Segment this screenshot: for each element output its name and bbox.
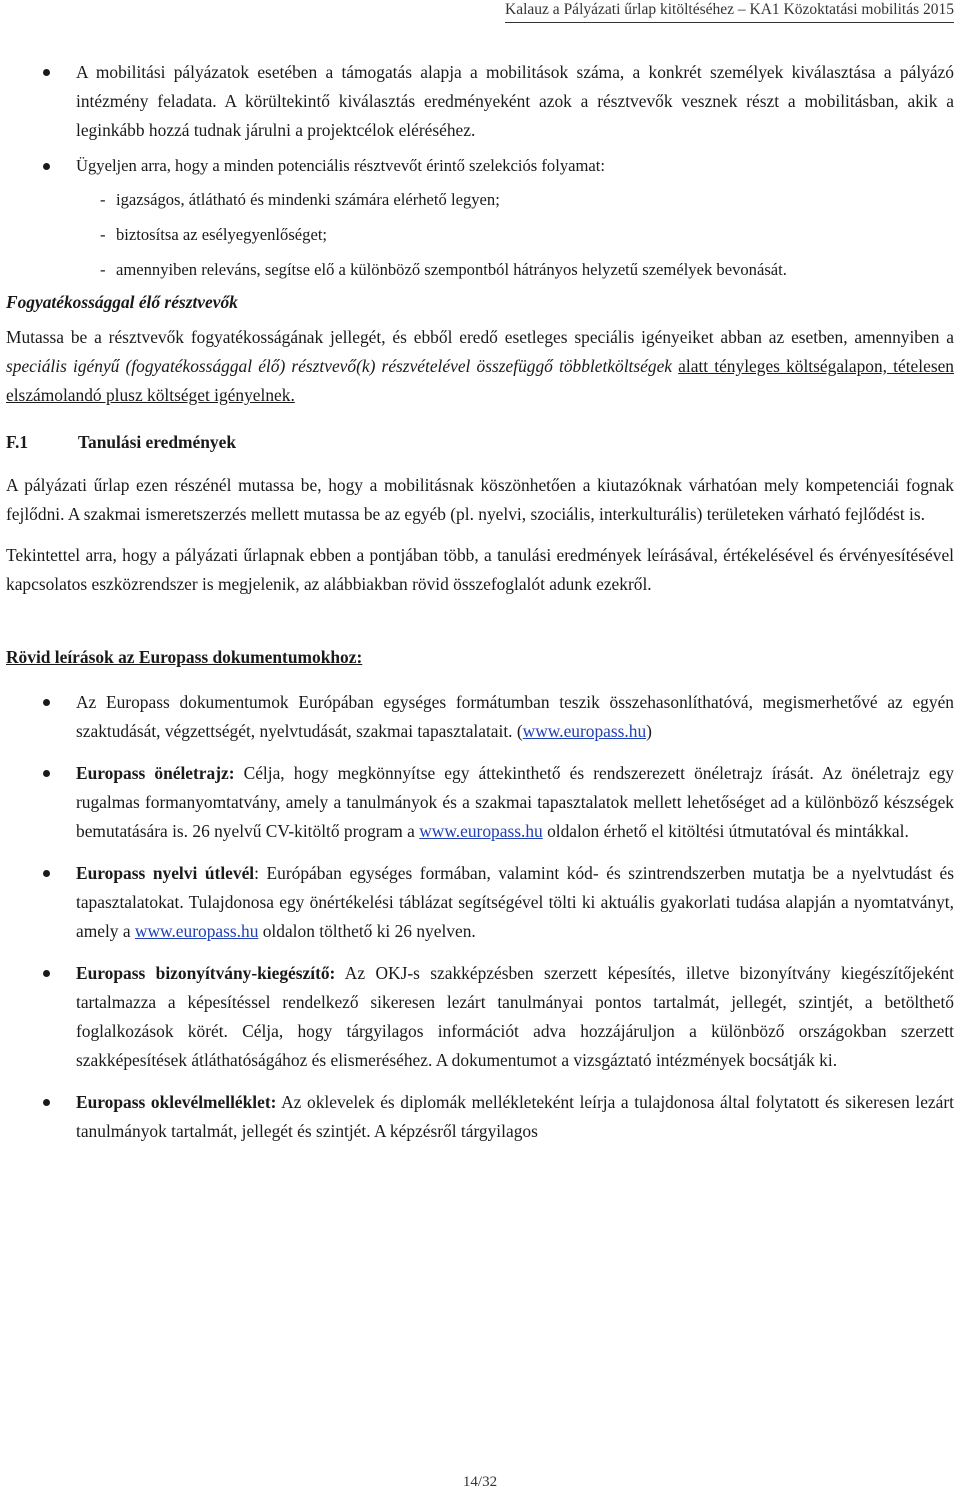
- europass-language-end: oldalon tölthető ki 26 nyelven.: [258, 921, 476, 941]
- disability-paragraph: [6, 323, 954, 410]
- bullet-icon: [43, 970, 50, 977]
- list-item: [6, 759, 954, 846]
- dash-marker: -: [100, 225, 106, 244]
- list-item: [6, 152, 954, 284]
- bullet-icon: [43, 699, 50, 706]
- criteria-text: amennyiben releváns, segítse elő a különböző szempontból hátrányos helyzetű személyek bevonását.: [116, 260, 787, 279]
- europass-certificate-title: Europass bizonyítvány-kiegészítő:: [76, 963, 336, 983]
- learning-outcomes-summary: Tekintettel arra, hogy a pályázati űrlapnak ebben a pontjában több, a tanulási eredmények leírásával, értékelésével és érvényesítésével kapcsolatos eszközrendszer is megjelenik, az alábbiakban rövid összefoglalót adunk ezekről.: [6, 545, 954, 594]
- europass-certificate-text: [76, 959, 954, 1075]
- learning-outcomes-paragraph: A pályázati űrlap ezen részénél mutassa be, hogy a mobilitásnak köszönhetően a kiutazóknak várhatóan mely kompetenciái fognak fejlődni. A szakmai ismeretszerzés mellett mutassa be az egyéb (pl. nyelvi, szociális, interkulturális) területeken várható fejlődést is.: [6, 475, 954, 524]
- page-content: [6, 58, 954, 1146]
- page-number: 14/32: [462, 1474, 498, 1490]
- bullet-icon: [43, 770, 50, 777]
- europass-link[interactable]: www.europass.hu: [419, 821, 543, 841]
- europass-diploma-text: [76, 1088, 954, 1146]
- criteria-text: biztosítsa az esélyegyenlőséget;: [116, 225, 328, 244]
- europass-cv-title: Europass önéletrajz:: [76, 763, 235, 783]
- europass-intro-end: ): [646, 721, 652, 741]
- section-title: Tanulási eredmények: [78, 432, 236, 452]
- section-heading: [6, 428, 954, 457]
- europass-language-body: : Európában egységes formában, valamint kód- és szintrendszerben mutatja be a nyelvtudást és tapasztalatokat. Tulajdonosa egy önértékelési táblázat segítségével tölti ki aktuális gyakorlati tudása alapján a nyomtatványt, amely a: [76, 863, 954, 941]
- selection-bullet-list: [6, 58, 954, 284]
- europass-intro-body: Az Europass dokumentumok Európában egységes formátumban teszik összehasonlíthatóvá, megismerhetővé az egyén szaktudását, végzettségét, nyelvtudását, szakmai tapasztalatait. (: [76, 692, 954, 741]
- europass-intro-text: [76, 688, 954, 746]
- europass-language-text: [76, 859, 954, 946]
- list-item: [100, 256, 954, 284]
- disability-heading: Fogyatékossággal élő résztvevők: [6, 292, 238, 312]
- dash-marker: -: [100, 260, 106, 279]
- europass-link[interactable]: www.europass.hu: [522, 721, 647, 741]
- europass-language-title: Europass nyelvi útlevél: [76, 863, 255, 883]
- section-number: F.1: [6, 432, 29, 452]
- europass-diploma-title: Europass oklevélmelléklet:: [76, 1092, 277, 1112]
- running-header: Kalauz a Pályázati űrlap kitöltéséhez – KA1 Közoktatási mobilitás 2015: [505, 0, 954, 23]
- bullet-text: Ügyeljen arra, hogy a minden potenciális résztvevőt érintő szelekciós folyamat:: [76, 156, 605, 175]
- europass-cv-text: [76, 759, 954, 846]
- dash-marker: -: [100, 190, 106, 209]
- list-item: [6, 859, 954, 946]
- list-item: [6, 959, 954, 1075]
- europass-heading: Rövid leírások az Europass dokumentumokhoz:: [6, 647, 363, 667]
- bullet-icon: [43, 69, 50, 76]
- europass-cv-body: Célja, hogy megkönnyítse egy áttekinthető és rendszerezett önéletrajz írását. Az önéletrajz egy rugalmas formanyomtatvány, amely a tanulmányok és a szakmai tapasztalatok mellett lehetőséget ad a különböző készségek bemutatására is. 26 nyelvű CV-kitöltő program a: [76, 763, 954, 841]
- europass-certificate-body: Az OKJ-s szakképzésben szerzett képesítés, illetve bizonyítvány kiegészítőjeként tartalmazza a képesítéssel rendelkező sikeresen lezárt tanulmányai pontos tartalmát, jellegét, szintjét, a betölthető foglalkozások körét. Célja, hogy tárgyilagos információt adva hozzájáruljon a különböző országokban szerzett szakképesítések átláthatóságához és elismeréséhez. A dokumentumot a vizsgáztató intézmények bocsátják ki.: [76, 963, 954, 1070]
- selection-criteria-list: [6, 186, 954, 284]
- list-item: [100, 186, 954, 214]
- list-item: [6, 688, 954, 746]
- europass-list: [6, 688, 954, 1146]
- disability-text-start: Mutassa be a résztvevők fogyatékosságának jellegét, és ebből eredő esetleges speciális igényeiket abban az esetben, amennyiben a: [6, 327, 954, 347]
- list-item: [6, 58, 954, 145]
- bullet-icon: [43, 1099, 50, 1106]
- disability-text-italic: speciális igényű (fogyatékossággal élő) résztvevő(k) részvételével összefüggő többletköltségek: [6, 356, 673, 376]
- disability-text-underlined: alatt tényleges költségalapon, tételesen elszámolandó plusz költséget igényelnek.: [6, 356, 955, 405]
- europass-cv-end: oldalon érhető el kitöltési útmutatóval és mintákkal.: [542, 821, 909, 841]
- bullet-icon: [43, 870, 50, 877]
- list-item: [100, 221, 954, 249]
- bullet-icon: [43, 163, 50, 170]
- bullet-text: A mobilitási pályázatok esetében a támogatás alapja a mobilitások száma, a konkrét személyek kiválasztása a pályázó intézmény feladata. A körültekintő kiválasztás eredményeként azok a résztvevők vesznek részt a mobilitásban, akik a leginkább hozzá tudnak járulni a projektcélok eléréséhez.: [76, 62, 954, 140]
- list-item: [6, 1088, 954, 1146]
- criteria-text: igazságos, átlátható és mindenki számára elérhető legyen;: [116, 190, 500, 209]
- europass-link[interactable]: www.europass.hu: [134, 921, 259, 941]
- europass-diploma-body: Az oklevelek és diplomák mellékleteként leírja a tulajdonosa által folytatott és sikeresen lezárt tanulmányok tartalmát, jellegét és szintjét. A képzésről tárgyilagos: [76, 1092, 954, 1141]
